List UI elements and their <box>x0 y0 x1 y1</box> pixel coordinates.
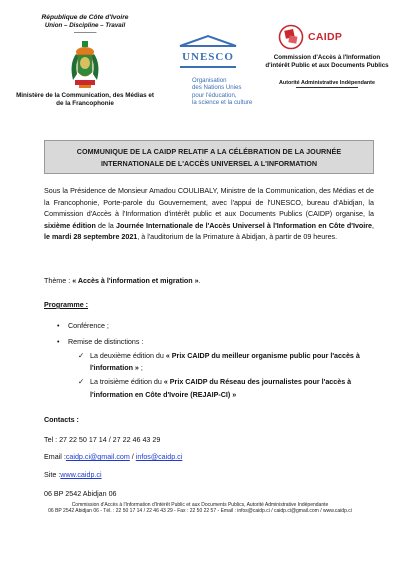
theme-value: « Accès à l'information et migration » <box>72 277 199 285</box>
theme-end: . <box>198 277 201 285</box>
government-block <box>14 14 156 108</box>
intro-text: de la <box>95 221 116 230</box>
letterhead <box>0 0 400 136</box>
unesco-caption-line: Organisation <box>192 77 227 84</box>
banner-line: COMMUNIQUE DE LA CAIDP RELATIF A LA CÉLÉBRATION DE LA JOURNÉE <box>76 147 342 156</box>
contact-email <box>44 452 182 462</box>
caidp-description <box>260 54 394 70</box>
caidp-description-line: Commission d'Accès à l'Information <box>273 54 381 61</box>
bullet-icon: • <box>57 337 60 346</box>
republic-title: République de Côte d'Ivoire <box>41 14 129 21</box>
footer-line: 06 BP 2542 Abidjan 06 - Tél. : 22 50 17 14 / 22 46 43 29 - Fax : 22 50 22 57 - Email : infos@caidp.ci / caidp.ci@gmail.com / www.caidp.ci <box>48 508 352 515</box>
bullet-icon: • <box>57 322 60 330</box>
contact-phone: Tel : 27 22 50 17 14 / 27 22 46 43 29 <box>44 436 161 444</box>
list-item-text: Remise de distinctions : <box>68 337 144 346</box>
list-item-text: Conférence ; <box>68 322 109 330</box>
caidp-name: CAIDP <box>308 31 343 43</box>
email-label: Email : <box>44 453 66 461</box>
national-motto: Union – Discipline – Travail <box>44 22 126 29</box>
award-text: ; <box>138 364 143 373</box>
footer-line: Commission d'Accès à l'Information d'Intérêt Public et aux Documents Publics, Autorité Administrative Indépendante <box>71 502 329 508</box>
caidp-block <box>260 24 394 88</box>
award-name: « Prix CAIDP du Réseau des journalistes pour l'accès à l'information en Côte d'Ivoire (REJAIP-CI) » <box>90 378 352 399</box>
unesco-wordmark: UNESCO <box>182 51 234 63</box>
award-item <box>78 350 370 374</box>
intro-text: , à l'auditorium de la Primature à Abidjan, à partir de 09 heures. <box>137 233 338 242</box>
caidp-logo-icon <box>278 24 304 50</box>
award-text: La troisième édition du <box>90 378 164 387</box>
theme-separator: : <box>66 277 73 285</box>
contact-site <box>44 470 102 480</box>
event-name: Journée Internationale de l'Accès Universel à l'Information en Côte d'Ivoire <box>116 221 373 230</box>
email-link[interactable]: infos@caidp.ci <box>135 453 183 461</box>
unesco-caption-line: la science et la culture <box>192 99 253 107</box>
unesco-caption <box>192 77 256 107</box>
title-banner <box>44 140 374 174</box>
unesco-caption-line: pour l'éducation, <box>192 91 237 99</box>
award-text: La deuxième édition du <box>90 352 166 360</box>
footer <box>0 502 400 515</box>
contacts-title: Contacts : <box>44 416 79 424</box>
event-date: le mardi 28 septembre 2021 <box>44 233 138 242</box>
separator: --------------- <box>73 30 97 36</box>
program-list <box>56 321 376 352</box>
intro-text: , <box>372 221 374 230</box>
site-link[interactable]: www.caidp.ci <box>60 471 102 479</box>
intro-paragraph <box>44 186 374 244</box>
divider <box>296 87 358 88</box>
banner-line: INTERNATIONALE DE L'ACCÈS UNIVERSEL A L'INFORMATION <box>100 159 318 168</box>
email-separator: / <box>129 453 136 461</box>
caidp-description-line: d'intérêt Public et aux Documents Publics <box>265 62 389 69</box>
contact-address: 06 BP 2542 Abidjan 06 <box>44 490 117 498</box>
edition-text: sixième édition <box>44 221 96 230</box>
caidp-logo <box>278 24 394 50</box>
list-item <box>56 321 376 333</box>
caidp-authority: Autorité Administrative Indépendante <box>279 80 375 86</box>
ministry-name: Ministère de la Communication, des Médias et de la Francophonie <box>16 92 154 107</box>
awards-list <box>78 350 370 403</box>
coat-of-arms-icon <box>65 40 105 90</box>
program-title: Programme : <box>44 301 89 309</box>
list-item <box>56 337 376 349</box>
site-label: Site : <box>44 471 61 479</box>
intro-text: Sous la Présidence de Monsieur Amadou COULIBALY, Ministre de la Communication, des Médias et de la Francophonie, Porte-parole du Gouvernement, avec l'appui de l'UNESCO, bureau d'Abidjan, la Commission d'Accès à l'Information d'intérêt public et aux Documents Publics (CAIDP) organise, la <box>44 187 374 219</box>
theme-label: Thème <box>44 277 67 285</box>
unesco-block <box>178 34 256 107</box>
unesco-temple-icon <box>178 34 238 70</box>
award-name: « Prix CAIDP du meilleur organisme public pour l'accès à l'information » <box>90 352 360 373</box>
check-icon: ✓ <box>78 377 85 387</box>
check-icon: ✓ <box>78 351 85 360</box>
theme-line <box>44 276 374 288</box>
email-link[interactable]: caidp.ci@gmail.com <box>65 453 130 461</box>
unesco-caption-line: des Nations Unies <box>192 84 242 92</box>
award-item <box>78 376 370 400</box>
